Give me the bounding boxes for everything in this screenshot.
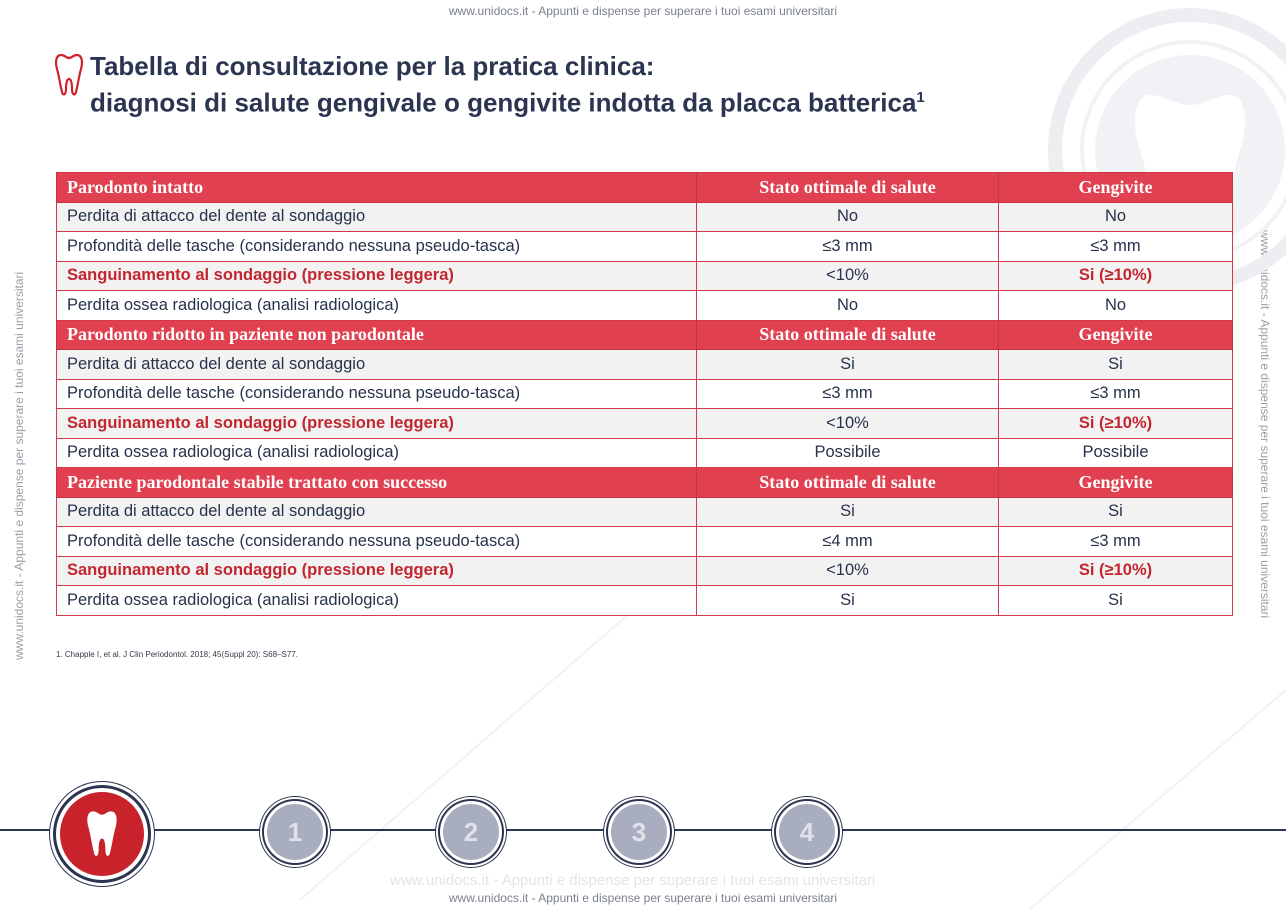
cell-optimal-health: No (697, 291, 999, 321)
cell-optimal-health: ≤4 mm (697, 527, 999, 557)
row-label: Perdita ossea radiologica (analisi radiologica) (57, 291, 697, 321)
table-row (57, 409, 1233, 439)
nav-item-3[interactable]: 3 (608, 801, 670, 863)
table-row (57, 350, 1233, 380)
watermark-bottom-faint: www.unidocs.it - Appunti e dispense per superare i tuoi esami universitari (390, 872, 876, 889)
page-title (90, 50, 925, 119)
section-header-label: Parodonto ridotto in paziente non parodontale (57, 320, 697, 350)
cell-optimal-health: No (697, 202, 999, 232)
cell-gingivitis: Si (≥10%) (999, 261, 1233, 291)
cell-gingivitis: Si (999, 497, 1233, 527)
title-block (54, 50, 925, 119)
page-title-line1: Tabella di consultazione per la pratica clinica: (90, 51, 655, 81)
diagnosis-table (56, 172, 1233, 616)
row-label: Perdita ossea radiologica (analisi radiologica) (57, 438, 697, 468)
nav-home-button[interactable] (56, 788, 148, 880)
watermark-side-left: www.unidocs.it - Appunti e dispense per superare i tuoi esami universitari (12, 271, 26, 660)
title-footnote-ref: 1 (916, 89, 925, 106)
cell-optimal-health: Possibile (697, 438, 999, 468)
row-label: Perdita ossea radiologica (analisi radiologica) (57, 586, 697, 616)
cell-gingivitis: ≤3 mm (999, 232, 1233, 262)
section-header-row (57, 468, 1233, 498)
cell-optimal-health: ≤3 mm (697, 379, 999, 409)
table-row (57, 261, 1233, 291)
table-row (57, 527, 1233, 557)
row-label: Profondità delle tasche (considerando nessuna pseudo-tasca) (57, 232, 697, 262)
nav-item-4[interactable]: 4 (776, 801, 838, 863)
section-header-col-gingivitis: Gengivite (999, 320, 1233, 350)
table-row (57, 438, 1233, 468)
row-label: Profondità delle tasche (considerando nessuna pseudo-tasca) (57, 379, 697, 409)
row-label: Perdita di attacco del dente al sondaggio (57, 202, 697, 232)
cell-optimal-health: Si (697, 586, 999, 616)
watermark-top: www.unidocs.it - Appunti e dispense per superare i tuoi esami universitari (448, 4, 838, 18)
cell-gingivitis: No (999, 291, 1233, 321)
table-row (57, 232, 1233, 262)
cell-gingivitis: Si (≥10%) (999, 556, 1233, 586)
section-header-row (57, 173, 1233, 203)
tooth-icon (83, 808, 121, 860)
cell-optimal-health: <10% (697, 409, 999, 439)
cell-gingivitis: Possibile (999, 438, 1233, 468)
section-header-col-optimal: Stato ottimale di salute (697, 173, 999, 203)
cell-gingivitis: Si (≥10%) (999, 409, 1233, 439)
cell-optimal-health: Si (697, 350, 999, 380)
section-header-col-gingivitis: Gengivite (999, 173, 1233, 203)
nav-item-1[interactable]: 1 (264, 801, 326, 863)
row-label: Sanguinamento al sondaggio (pressione leggera) (57, 409, 697, 439)
footnote: 1. Chapple I, et al. J Clin Periodontol. 2018; 45(Suppl 20): S68–S77. (56, 650, 298, 659)
page-title-line2: diagnosi di salute gengivale o gengivite indotta da placca batterica$^1$ (90, 87, 925, 118)
cell-optimal-health: <10% (697, 556, 999, 586)
table-row (57, 291, 1233, 321)
section-header-label: Parodonto intatto (57, 173, 697, 203)
cell-optimal-health: Si (697, 497, 999, 527)
cell-gingivitis: ≤3 mm (999, 379, 1233, 409)
row-label: Perdita di attacco del dente al sondaggio (57, 350, 697, 380)
tooth-outline-icon (54, 52, 84, 98)
section-header-col-optimal: Stato ottimale di salute (697, 320, 999, 350)
section-header-label: Paziente parodontale stabile trattato con successo (57, 468, 697, 498)
cell-optimal-health: ≤3 mm (697, 232, 999, 262)
cell-gingivitis: Si (999, 350, 1233, 380)
watermark-side-right: www.unidocs.it - Appunti e dispense per superare i tuoi esami universitari (1258, 230, 1272, 619)
row-label: Perdita di attacco del dente al sondaggio (57, 497, 697, 527)
cell-optimal-health: <10% (697, 261, 999, 291)
section-header-col-gingivitis: Gengivite (999, 468, 1233, 498)
section-header-row (57, 320, 1233, 350)
cell-gingivitis: Si (999, 586, 1233, 616)
table-row (57, 497, 1233, 527)
row-label: Sanguinamento al sondaggio (pressione leggera) (57, 261, 697, 291)
row-label: Profondità delle tasche (considerando nessuna pseudo-tasca) (57, 527, 697, 557)
row-label: Sanguinamento al sondaggio (pressione leggera) (57, 556, 697, 586)
section-header-col-optimal: Stato ottimale di salute (697, 468, 999, 498)
watermark-bottom: www.unidocs.it - Appunti e dispense per superare i tuoi esami universitari (448, 891, 838, 905)
table-row (57, 586, 1233, 616)
table-row (57, 202, 1233, 232)
table-row (57, 556, 1233, 586)
cell-gingivitis: ≤3 mm (999, 527, 1233, 557)
table-row (57, 379, 1233, 409)
diagnosis-table-body (57, 173, 1233, 616)
cell-gingivitis: No (999, 202, 1233, 232)
nav-item-2[interactable]: 2 (440, 801, 502, 863)
